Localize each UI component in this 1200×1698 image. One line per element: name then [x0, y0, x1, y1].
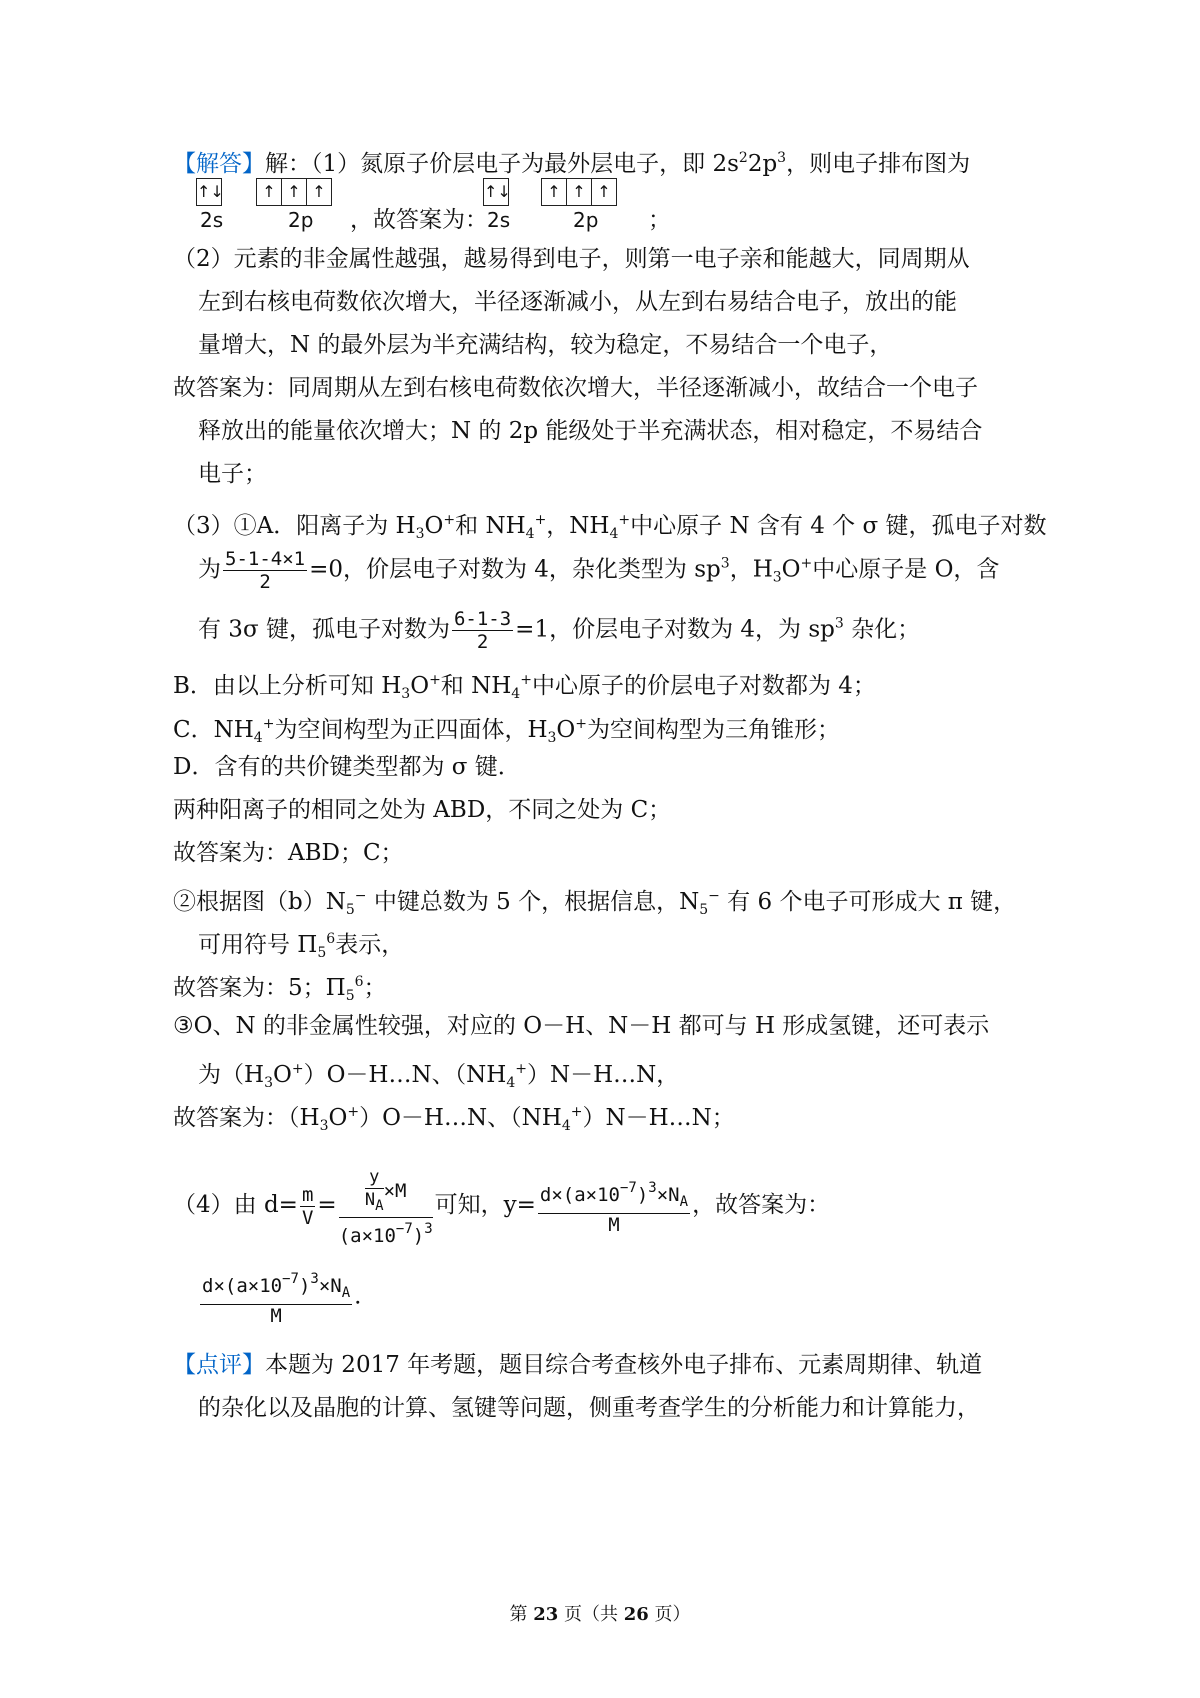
p2-line-2: 左到右核电荷数依次增大，半径逐渐减小，从左到右易结合电子，放出的能 — [198, 289, 957, 315]
p3-line-3: 有 3σ 键，孤电子对数为 $\frac{6-1-3}{2}$ =1，价层电子对数为 4，为 $sp^3$ 杂化； — [198, 608, 921, 653]
answer-tag: 【解答】 — [173, 151, 265, 177]
review-line-1: 【点评】本题为 2017 年考题，题目综合考查核外电子排布、元素周期律、轨道 — [173, 1352, 983, 1378]
p3-line-2: 为 $\frac{5-1-4\times 1}{2}$ =0，价层电子对数为 4，杂化类型为 $sp^3$，$H_3O^+$中心原子是 O，含 — [198, 548, 1000, 593]
fraction-density: $\frac{y}{N_A}$ ×M $(a\times 10^{-7})^3$ — [338, 1166, 433, 1247]
page-total: 26 — [623, 1604, 649, 1625]
p3-line-1: （3）①A．阳离子为 $H_3O^+$和 $NH_4^+$，$NH_4^+$中心原子 N 含有 4 个 σ 键，孤电子对数 — [173, 512, 1047, 542]
line-1b: ，故答案为： — [350, 207, 488, 233]
p2-ans-line-2: 释放出的能量依次增大；N 的 2p 能级处于半充满状态，相对稳定，不易结合 — [198, 418, 983, 444]
fraction-answer-y: $\frac{d\times(a\times 10^{-7})^3\times N_A}{M}$ — [200, 1268, 352, 1327]
p2-ans-line-3: 电子； — [198, 461, 267, 487]
orbital-label-2s: 2s — [200, 208, 224, 232]
p2-line-1: （2）元素的非金属性越强，越易得到电子，则第一电子亲和能越大，同周期从 — [173, 246, 970, 272]
orbital-cell-2s: ↑↓ — [197, 182, 224, 201]
orbital-label-2p: 2p — [288, 208, 314, 232]
p2-ans-line-1: 故答案为：同周期从左到右核电荷数依次增大，半径逐渐减小，故结合一个电子 — [173, 375, 978, 401]
p4-line-1: ②根据图$(b)N_5^-$ 中键总数为 5 个，根据信息，$N_5^-$ 有 6 个电子可形成大 π 键， — [173, 888, 1017, 918]
p6-line-2: $\frac{d\times(a\times 10^{-7})^3\times N_A}{M}$ . — [198, 1268, 361, 1327]
p3-answer: 故答案为：ABD；C； — [173, 840, 404, 866]
review-tag: 【点评】 — [173, 1352, 265, 1378]
fraction-lone-pair-n: $\frac{5-1-4\times 1}{2}$ — [225, 548, 306, 593]
fraction-lone-pair-o: $\frac{6-1-3}{2}$ — [453, 608, 512, 653]
p2-line-3: 量增大，N 的最外层为半充满结构，较为稳定，不易结合一个电子， — [198, 332, 893, 358]
p5-answer: 故答案为：$(H_3O^+)O-H\dots N$、$(NH_4^+)N-H\dots N$； — [173, 1104, 735, 1134]
p3-summary: 两种阳离子的相同之处为 ABD，不同之处为 C； — [173, 797, 672, 823]
p4-line-2: 可用符号 $\Pi_5^6$表示， — [198, 931, 405, 961]
p3-line-B: B．由以上分析可知 $H_3O^+$和 $NH_4^+$中心原子的价层电子对数都为 4； — [173, 672, 876, 702]
review-line-2: 的杂化以及晶胞的计算、氢键等问题，侧重考查学生的分析能力和计算能力， — [198, 1395, 980, 1421]
page-footer: 第 23 页（共 26 页） — [509, 1604, 691, 1625]
p3-line-C: C．$NH_4^+$为空间构型为正四面体，$H_3O^+$为空间构型为三角锥形； — [173, 716, 841, 746]
page-number: 23 — [533, 1604, 559, 1625]
p5-line-2: 为$(H_3O^+)O-H\dots N$、$(NH_4^+)N-H\dots N$， — [198, 1061, 680, 1091]
p5-line-1: ③O、N 的非金属性较强，对应的 O－H、N－H 都可与 H 形成氢键，还可表示 — [173, 1013, 990, 1039]
fraction-y: $\frac{d\times(a\times 10^{-7})^3\times N_A}{M}$ — [538, 1177, 690, 1236]
fraction-m-over-v: $\frac{m}{V}$ — [301, 1183, 314, 1229]
line-1: 【解答】解：（1）氮原子价层电子为最外层电子，即 $2s^22p^3$，则电子排布图为 — [173, 150, 971, 177]
p3-line-D: D．含有的共价键类型都为 σ 键． — [173, 754, 521, 780]
p6-line-1: （4）由 d= $\frac{m}{V}$ = $\frac{y}{N_A}$ ×M $(a\times 10^{-7})^3$ 可知，y= $\frac{d\times(a\times 10^{-7})^3\times N_A}{M}$ ，故答案为： — [173, 1166, 831, 1247]
line-1c: ； — [648, 207, 671, 233]
p4-answer: 故答案为：5；$\Pi_5^6$； — [173, 974, 387, 1004]
